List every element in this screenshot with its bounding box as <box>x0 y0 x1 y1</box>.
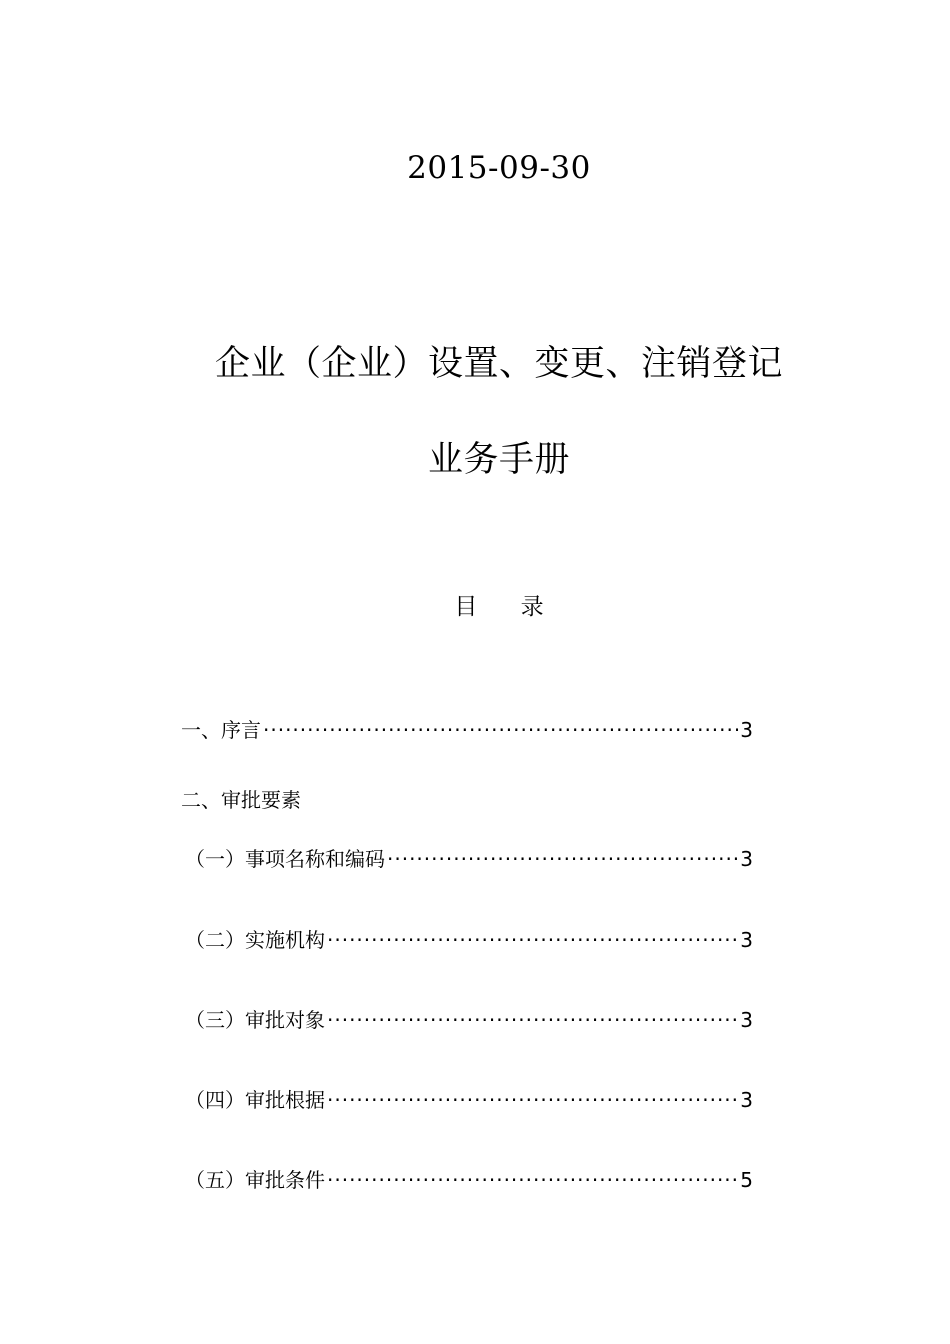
toc-heading: 目 录 <box>454 594 562 620</box>
toc-page-number: 3 <box>740 928 753 952</box>
toc-page-number: 5 <box>740 1168 753 1192</box>
toc-entry-text: （二）实施机构 <box>185 928 325 952</box>
toc-entry-approval-basis[interactable] <box>185 1086 753 1114</box>
toc-entry-text: （四）审批根据 <box>185 1088 325 1112</box>
document-date: 2015-09-30 <box>407 150 591 186</box>
toc-entry-text: （三）审批对象 <box>185 1008 325 1032</box>
toc-entry-text: （五）审批条件 <box>185 1168 325 1192</box>
toc-entry-text: （一）事项名称和编码 <box>185 847 385 871</box>
toc-entry-item-name-code[interactable] <box>185 845 753 873</box>
toc-page-number: 3 <box>740 718 753 742</box>
toc-entry-approval-target[interactable] <box>185 1006 753 1034</box>
toc-dot-leader <box>327 1006 738 1034</box>
toc-dot-leader <box>387 845 738 873</box>
toc-entry-approval-elements[interactable] <box>181 786 753 814</box>
toc-dot-leader <box>327 1166 738 1194</box>
toc-dot-leader <box>263 716 738 744</box>
toc-entry-text: 二、审批要素 <box>181 788 301 812</box>
toc-entry-preface[interactable] <box>181 716 753 744</box>
toc-page-number: 3 <box>740 1088 753 1112</box>
toc-entry-implementing-body[interactable] <box>185 926 753 954</box>
toc-page-number: 3 <box>740 1008 753 1032</box>
document-title-line-2: 业务手册 <box>427 440 570 480</box>
toc-dot-leader <box>327 1086 738 1114</box>
document-title-line-1: 企业（企业）设置、变更、注销登记 <box>214 344 783 384</box>
toc-entry-text: 一、序言 <box>181 718 261 742</box>
toc-dot-leader <box>327 926 738 954</box>
toc-entry-approval-conditions[interactable] <box>185 1166 753 1194</box>
toc-page-number: 3 <box>740 847 753 871</box>
